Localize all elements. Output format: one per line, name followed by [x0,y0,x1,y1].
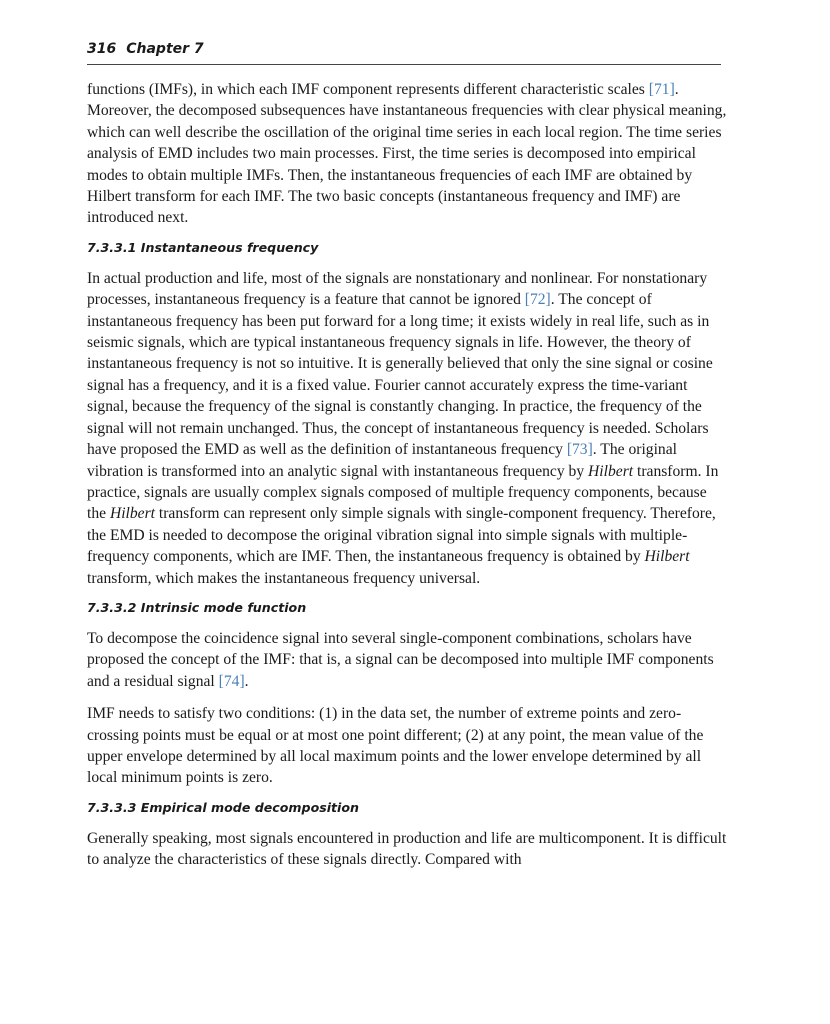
text-run: transform, which makes the instantaneous frequency universal. [87,569,481,587]
section-heading-empirical-mode-decomposition: 7.3.3.3 Empirical mode decomposition [87,799,359,815]
emphasis-hilbert: Hilbert [644,548,690,566]
text-run: transform can represent only simple signals with single-component frequency. Therefore, the EMD is needed to decompose the original vibration signal into simple signals with multiple-frequency components, which are IMF. Then, the instantaneous frequency is obtained by [87,505,716,566]
emd-paragraph: Generally speaking, most signals encountered in production and life are multicomponent. It is difficult to analyze the characteristics of these signals directly. Compared with [87,829,727,869]
text-run: . [244,672,249,690]
citation-link-71[interactable]: [71] [648,81,675,98]
citation-link-73[interactable]: [73] [566,441,593,459]
instantaneous-frequency-paragraph [87,268,727,589]
citation-link-74[interactable]: [74] [218,672,245,690]
imf-definition-paragraph [87,628,727,692]
emphasis-hilbert: Hilbert [109,505,155,523]
page-body [87,79,727,871]
running-header [87,38,721,65]
text-run: . The original vibration is transformed into an analytic signal with instantaneous frequency by [87,441,677,480]
page-number: 316 [87,41,117,57]
text-run: In actual production and life, most of the signals are nonstationary and nonlinear. For nonstationary processes, instantaneous frequency is a feature that cannot be ignored [87,269,708,309]
citation-link-72[interactable]: [72] [524,291,551,309]
section-heading-instantaneous-frequency: 7.3.3.1 Instantaneous frequency [87,239,319,255]
intro-paragraph [87,79,727,229]
text-run: . Moreover, the decomposed subsequences have instantaneous frequencies with clear physical meaning, which can well describe the oscillation of the original time series in each local region. The time series analysis of EMD includes two main processes. First, the time series is decomposed into empirical modes to obtain multiple IMFs. Then, the instantaneous frequencies of each IMF are obtained by Hilbert transform for each IMF. The two basic concepts (instantaneous frequency and IMF) are introduced next. [87,81,727,227]
text-run: To decompose the coincidence signal into several single-component combinations, scholars have proposed the concept of the IMF: that is, a signal can be decomposed into multiple IMF components and a residual signal [87,629,714,690]
section-heading-intrinsic-mode-function: 7.3.3.2 Intrinsic mode function [87,599,307,615]
text-run: transform. In practice, signals are usually complex signals composed of multiple frequency components, because the [87,462,719,523]
emphasis-hilbert: Hilbert [588,462,634,480]
chapter-label: Chapter 7 [126,41,204,57]
imf-conditions-paragraph: IMF needs to satisfy two conditions: (1) in the data set, the number of extreme points and zero-crossing points must be equal or at most one point different; (2) at any point, the mean value of the upper envelope determined by all local maximum points and the lower envelope determined by all local minimum points is zero. [87,705,704,787]
text-run: . The concept of instantaneous frequency has been put forward for a long time; it exists widely in real life, such as in seismic signals, which are typical instantaneous frequency signals in life. However, the theory of instantaneous frequency is not so intuitive. It is generally believed that only the sine signal or cosine signal has a frequency, and it is a fixed value. Fourier cannot accurately express the time-variant signal, because the frequency of the signal is constantly changing. In practice, the frequency of the signal will not remain unchanged. Thus, the concept of instantaneous frequency is needed. Scholars have proposed the EMD as well as the definition of instantaneous frequency [87,291,713,459]
text-run: functions (IMFs), in which each IMF component represents different characteristic scales [87,81,649,98]
